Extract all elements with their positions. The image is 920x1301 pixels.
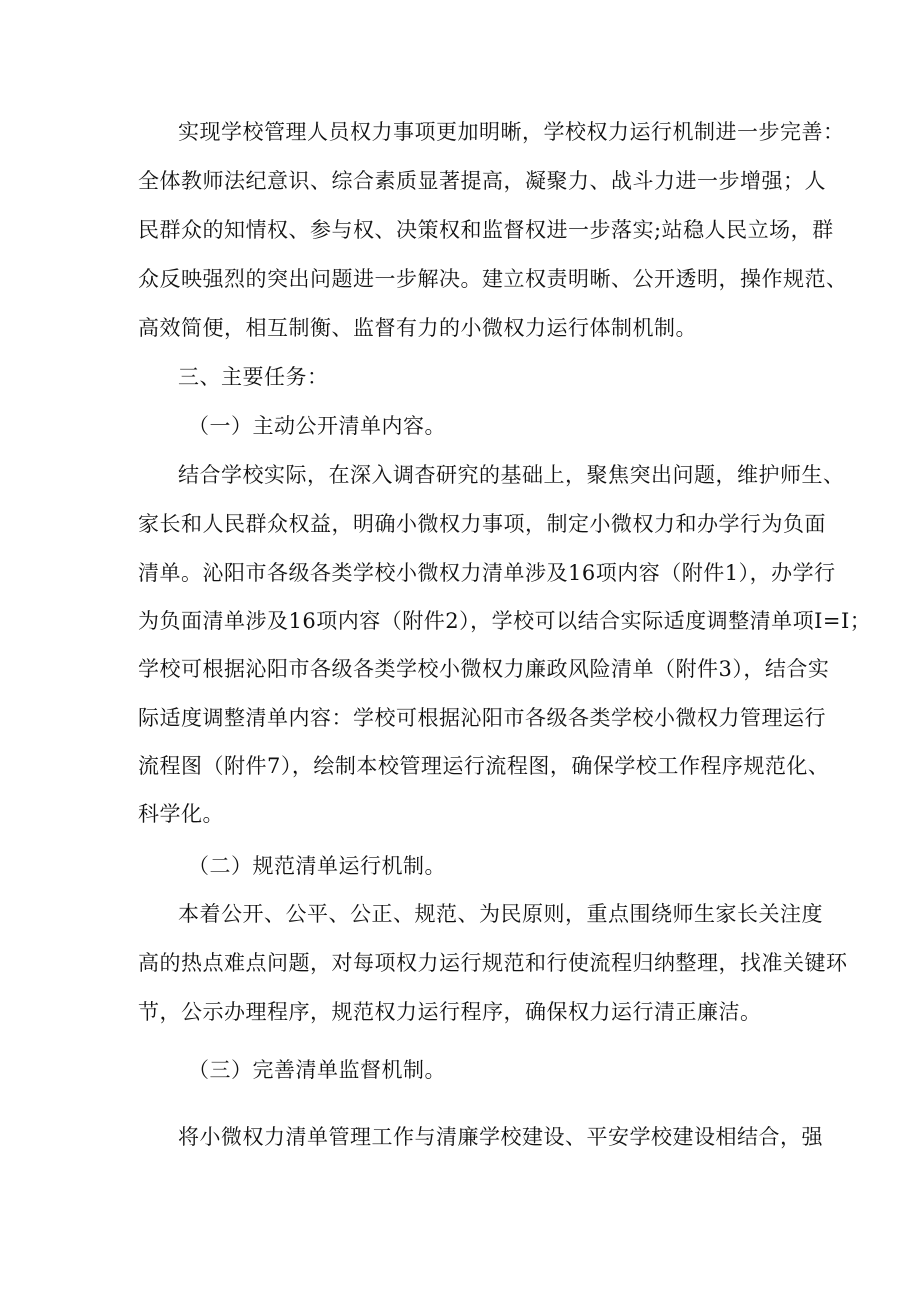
paragraph-line: 高效简便，相互制衡、监督有力的小微权力运行体制机制。 bbox=[138, 316, 697, 340]
paragraph-line: 本着公开、公平、公正、规范、为民原则，重点围绕师生家长关注度 bbox=[178, 902, 823, 926]
paragraph-line: 全体教师法纪意识、综合素质显著提高，凝聚力、战斗力进一步增强；人 bbox=[138, 169, 826, 193]
paragraph-line: 科学化。 bbox=[138, 802, 224, 826]
paragraph-line: 实现学校管理人员权力事项更加明晰，学校权力运行机制进一步完善： bbox=[178, 120, 845, 144]
paragraph-line: 高的热点难点问题，对每项权力运行规范和行使流程归纳整理，找准关键环 bbox=[138, 951, 848, 975]
paragraph-line: 众反映强烈的突出问题进一步解决。建立权责明晰、公开透明，操作规范、 bbox=[138, 267, 848, 291]
paragraph-line: 家长和人民群众权益，明确小微权力事项，制定小微权力和办学行为负面 bbox=[138, 512, 826, 536]
paragraph-line: 节，公示办理程序，规范权力运行程序，确保权力运行清正廉洁。 bbox=[138, 1000, 762, 1024]
paragraph-line: 为负面清单涉及16项内容（附件2），学校可以结合实际适度调整清单项I=I； bbox=[138, 609, 872, 633]
paragraph-line: 民群众的知情权、参与权、决策权和监督权进一步落实;站稳人民立场，群 bbox=[138, 218, 834, 242]
subsection-heading: （一）主动公开清单内容。 bbox=[188, 414, 446, 438]
paragraph-line: 将小微权力清单管理工作与清廉学校建设、平安学校建设相结合，强 bbox=[178, 1125, 823, 1149]
paragraph-line: 际适度调整清单内容：学校可根据沁阳市各级各类学校小微权力管理运行 bbox=[138, 706, 826, 730]
subsection-heading: （三）完善清单监督机制。 bbox=[188, 1058, 446, 1082]
paragraph-line: 结合学校实际，在深入调杳研究的基础上，聚焦突出问题，维护师生、 bbox=[178, 463, 845, 487]
paragraph-line: 学校可根据沁阳市各级各类学校小微权力廉政风险清单（附件3），结合实 bbox=[138, 657, 830, 681]
paragraph-line: 流程图（附件7），绘制本校管理运行流程图，确保学校工作程序规范化、 bbox=[138, 754, 830, 778]
paragraph-line: 清单。沁阳市各级各类学校小微权力清单涉及16项内容（附件1），办学行 bbox=[138, 561, 836, 585]
section-heading: 三、主要任务： bbox=[178, 365, 329, 389]
subsection-heading: （二）规范清单运行机制。 bbox=[188, 854, 446, 878]
